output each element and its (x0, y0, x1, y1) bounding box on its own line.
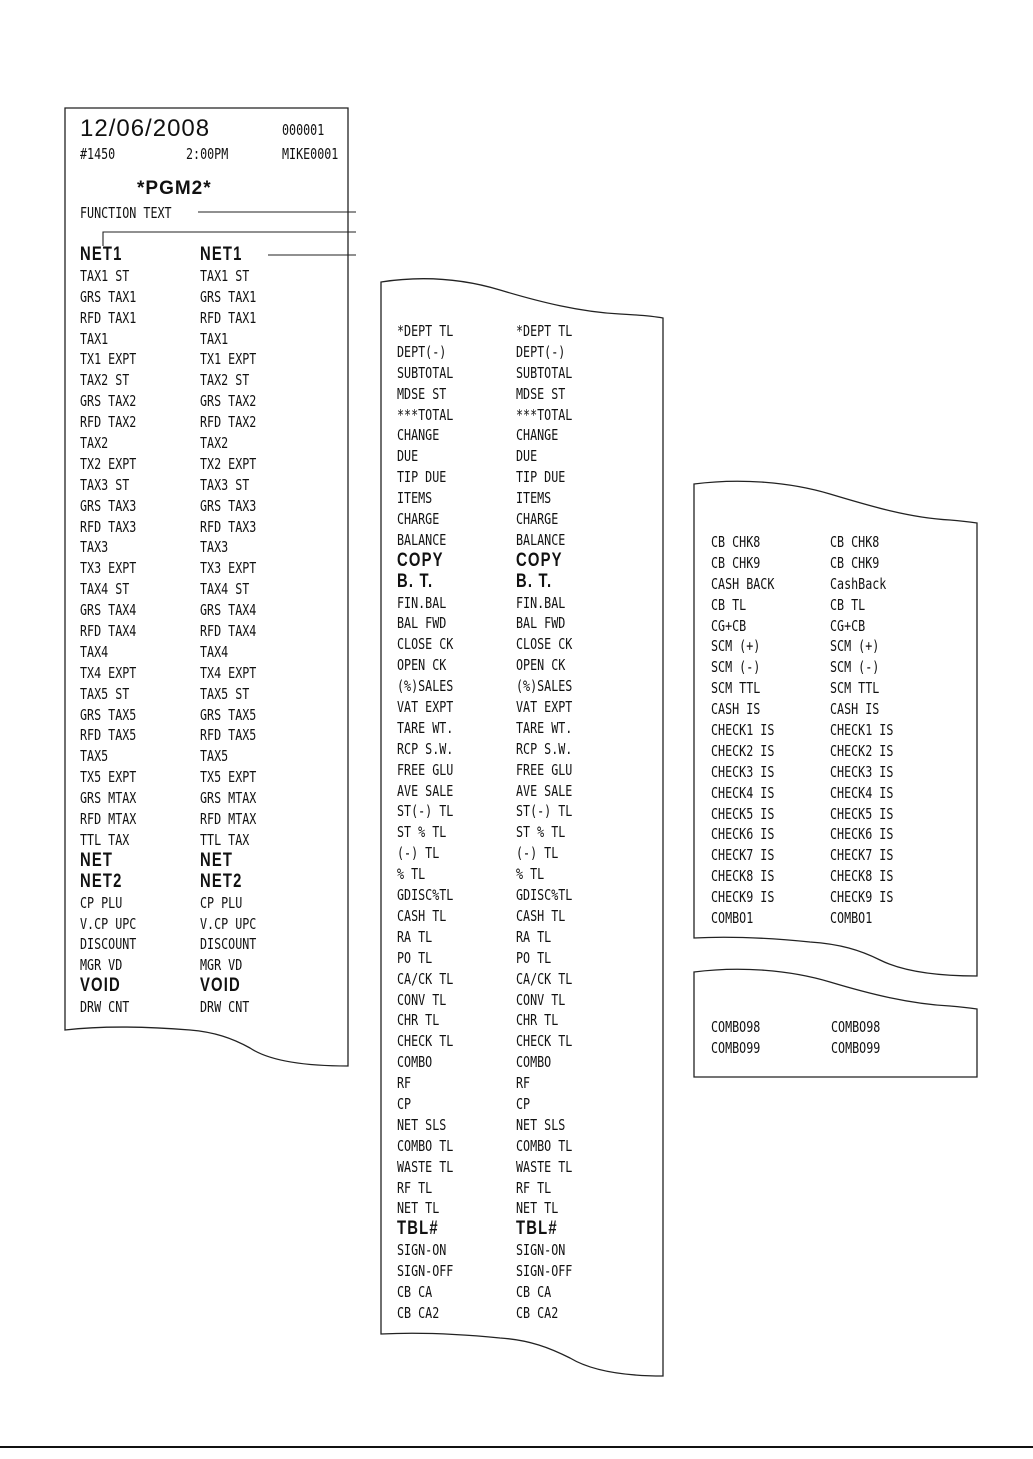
function-text-item: SCM (-) (711, 658, 761, 677)
function-text-item: CHARGE (516, 510, 559, 529)
function-text-item: NET1 (80, 244, 123, 265)
function-text-item: % TL (516, 865, 545, 884)
function-text-item: GRS TAX1 (200, 287, 257, 306)
function-text-item: TAX5 (80, 747, 109, 766)
function-text-item: OPEN CK (516, 656, 566, 675)
function-text-item: WASTE TL (516, 1157, 573, 1176)
function-text-item: RF TL (516, 1178, 552, 1197)
function-text-item: GRS MTAX (80, 789, 137, 808)
function-text-item: RFD TAX3 (200, 517, 257, 536)
function-text-item: RFD MTAX (80, 810, 137, 829)
function-text-item: BAL FWD (397, 614, 447, 633)
function-text-item: CHECK TL (516, 1032, 573, 1051)
function-text-item: DRW CNT (80, 998, 130, 1017)
function-text-item: GRS TAX3 (200, 496, 257, 515)
function-text-item: TAX4 (200, 642, 229, 661)
function-text-item: V.CP UPC (200, 914, 257, 933)
function-text-item: MGR VD (80, 956, 123, 975)
function-text-item: (%)SALES (397, 677, 454, 696)
function-text-item: AVE SALE (516, 781, 573, 800)
register-number: #1450 (80, 145, 116, 163)
function-text-item: % TL (397, 865, 426, 884)
function-text-item: COMBO99 (831, 1038, 881, 1057)
function-text-item: B. T. (397, 570, 434, 592)
function-text-item: COMBO1 (711, 909, 754, 928)
function-text-item: SCM (+) (830, 637, 880, 656)
function-text-item: MGR VD (200, 956, 243, 975)
function-text-item: VAT EXPT (516, 698, 573, 717)
function-text-item: CONV TL (397, 990, 447, 1009)
function-text-item: SIGN-OFF (397, 1262, 454, 1281)
function-text-item: CASH TL (397, 906, 447, 925)
function-text-item: CHECK8 IS (711, 867, 775, 886)
function-text-item: TBL# (397, 1218, 439, 1240)
function-text-item: COMBO TL (397, 1136, 454, 1155)
function-text-item: *DEPT TL (397, 322, 454, 340)
receipt-2-right-column (516, 321, 572, 1324)
function-text-item: PO TL (516, 948, 552, 967)
page-bottom-rule (0, 1446, 1033, 1448)
function-text-item: CHECK2 IS (830, 741, 894, 760)
function-text-item: (%)SALES (516, 677, 573, 696)
function-text-item: TX2 EXPT (200, 454, 257, 473)
function-text-item: TAX4 ST (200, 580, 250, 599)
function-text-item: SCM TTL (711, 679, 761, 698)
function-text-item: RCP S.W. (516, 739, 573, 758)
function-text-item: CHECK7 IS (711, 846, 775, 865)
function-text-item: TAX3 ST (80, 475, 130, 494)
function-text-item: CLOSE CK (397, 635, 454, 654)
function-text-item: DRW CNT (200, 998, 250, 1017)
function-text-item: RFD TAX2 (80, 413, 137, 432)
receipt-4-left-column (711, 1017, 760, 1059)
function-text-item: NET1 (200, 244, 243, 265)
function-text-item: NET SLS (397, 1115, 447, 1134)
function-text-item: CHECK9 IS (711, 888, 775, 907)
function-text-item: TAX4 ST (80, 580, 130, 599)
function-text-item: CASH IS (711, 700, 761, 719)
function-text-item: SIGN-ON (397, 1241, 447, 1260)
function-text-item: SUBTOTAL (397, 363, 454, 382)
function-text-item: (-) TL (516, 844, 559, 863)
clerk-code: MIKE0001 (282, 145, 339, 163)
function-text-item: CG+CB (711, 616, 747, 635)
function-text-item: CB CA2 (397, 1303, 440, 1322)
function-text-item: CB TL (711, 595, 747, 614)
function-text-item: VAT EXPT (397, 698, 454, 717)
function-text-item: VOID (80, 975, 121, 997)
function-text-item: RF (516, 1074, 531, 1093)
function-text-item: GRS TAX1 (80, 287, 137, 306)
function-text-item: TBL# (516, 1218, 558, 1240)
function-text-item: SIGN-OFF (516, 1262, 573, 1281)
function-text-item: CB TL (830, 595, 866, 614)
section-label: FUNCTION TEXT (80, 204, 172, 222)
function-text-item: CHECK3 IS (830, 762, 894, 781)
function-text-item: COPY (516, 549, 563, 571)
function-text-item: RFD TAX2 (200, 413, 257, 432)
function-text-item: NET SLS (516, 1115, 566, 1134)
function-text-item: TX3 EXPT (200, 559, 257, 578)
receipt-1-right-column (200, 245, 256, 1018)
function-text-item: CHECK8 IS (830, 867, 894, 886)
function-text-item: TX2 EXPT (80, 454, 137, 473)
function-text-item: PO TL (397, 948, 433, 967)
function-text-item: CLOSE CK (516, 635, 573, 654)
function-text-item: DUE (397, 447, 419, 466)
receipt-2-left-column (397, 321, 453, 1324)
function-text-item: TAX2 ST (80, 371, 130, 390)
function-text-item: BALANCE (397, 530, 447, 549)
function-text-item: CASH IS (830, 700, 880, 719)
function-text-item: CB CHK9 (830, 553, 880, 572)
function-text-item: TAX3 (200, 538, 229, 557)
function-text-item: TTL TAX (80, 830, 130, 849)
receipt-3-left-column (711, 532, 774, 929)
function-text-item: CP PLU (200, 893, 243, 912)
function-text-item: CHECK TL (397, 1032, 454, 1051)
function-text-item: GRS MTAX (200, 789, 257, 808)
function-text-item: CHECK4 IS (830, 783, 894, 802)
function-text-item: TAX2 (200, 434, 229, 453)
function-text-item: TAX1 (80, 329, 109, 348)
receipt-date: 12/06/2008 (80, 115, 211, 142)
function-text-item: CP PLU (80, 893, 123, 912)
function-text-item: TX1 EXPT (200, 350, 257, 369)
receipt-3-right-column (830, 532, 893, 929)
function-text-item: RFD TAX3 (80, 517, 137, 536)
function-text-item: TARE WT. (397, 718, 454, 737)
function-text-item: CG+CB (830, 616, 866, 635)
function-text-item: CB CHK8 (711, 533, 761, 551)
function-text-item: FIN.BAL (516, 593, 566, 612)
function-text-item: DISCOUNT (200, 935, 257, 954)
function-text-item: NET (200, 849, 234, 871)
function-text-item: TAX5 ST (80, 684, 130, 703)
function-text-item: COMBO (516, 1053, 552, 1072)
function-text-item: CA/CK TL (516, 969, 573, 988)
function-text-item: COMBO1 (830, 909, 873, 928)
function-text-item: CHECK1 IS (830, 721, 894, 740)
function-text-item: COMBO98 (711, 1018, 761, 1036)
function-text-item: RA TL (516, 927, 552, 946)
function-text-item: GRS TAX4 (80, 601, 137, 620)
function-text-item: COMBO98 (831, 1018, 881, 1036)
function-text-item: GRS TAX4 (200, 601, 257, 620)
function-text-item: ST(-) TL (397, 802, 454, 821)
function-text-item: ST % TL (397, 823, 447, 842)
function-text-item: VOID (200, 975, 241, 997)
function-text-item: FREE GLU (516, 760, 573, 779)
function-text-item: RFD TAX1 (80, 308, 137, 327)
receipt-4-right-column (831, 1017, 880, 1059)
function-text-item: GDISC%TL (397, 886, 454, 905)
function-text-item: DEPT(-) (397, 342, 447, 361)
function-text-item: NET2 (200, 870, 243, 892)
function-text-item: COMBO (397, 1053, 433, 1072)
function-text-item: ***TOTAL (516, 405, 573, 424)
function-text-item: TX1 EXPT (80, 350, 137, 369)
function-text-item: RF TL (397, 1178, 433, 1197)
function-text-item: RFD TAX4 (200, 622, 257, 641)
function-text-item: RFD MTAX (200, 810, 257, 829)
function-text-item: RFD TAX1 (200, 308, 257, 327)
function-text-item: CA/CK TL (397, 969, 454, 988)
function-text-item: CHECK9 IS (830, 888, 894, 907)
function-text-item: CHECK4 IS (711, 783, 775, 802)
function-text-item: TAX4 (80, 642, 109, 661)
function-text-item: FIN.BAL (397, 593, 447, 612)
function-text-item: TAX1 ST (200, 266, 250, 285)
function-text-item: CONV TL (516, 990, 566, 1009)
function-text-item: CB CA (516, 1282, 552, 1301)
function-text-item: RCP S.W. (397, 739, 454, 758)
function-text-item: CHR TL (397, 1011, 440, 1030)
function-text-item: TX4 EXPT (80, 663, 137, 682)
function-text-item: CP (516, 1094, 531, 1113)
function-text-item: TARE WT. (516, 718, 573, 737)
function-text-item: CHARGE (397, 510, 440, 529)
function-text-item: CHANGE (397, 426, 440, 445)
function-text-item: TAX3 (80, 538, 109, 557)
function-text-item: CB CA (397, 1282, 433, 1301)
function-text-item: FREE GLU (397, 760, 454, 779)
function-text-item: CHECK5 IS (711, 804, 775, 823)
function-text-item: (-) TL (397, 844, 440, 863)
function-text-item: GDISC%TL (516, 886, 573, 905)
function-text-item: NET2 (80, 870, 123, 892)
function-text-item: WASTE TL (397, 1157, 454, 1176)
function-text-item: RF (397, 1074, 412, 1093)
function-text-item: TAX2 ST (200, 371, 250, 390)
function-text-item: DISCOUNT (80, 935, 137, 954)
function-text-item: TIP DUE (516, 468, 566, 487)
function-text-item: TAX1 ST (80, 266, 130, 285)
function-text-item: CHECK2 IS (711, 741, 775, 760)
function-text-item: TX4 EXPT (200, 663, 257, 682)
function-text-item: TAX5 (200, 747, 229, 766)
function-text-item: GRS TAX3 (80, 496, 137, 515)
function-text-item: GRS TAX5 (80, 705, 137, 724)
function-text-item: CHECK1 IS (711, 721, 775, 740)
function-text-item: CHECK6 IS (711, 825, 775, 844)
function-text-item: ***TOTAL (397, 405, 454, 424)
function-text-item: ST(-) TL (516, 802, 573, 821)
function-text-item: BAL FWD (516, 614, 566, 633)
function-text-item: RFD TAX5 (200, 726, 257, 745)
function-text-item: SCM (+) (711, 637, 761, 656)
function-text-item: MDSE ST (516, 384, 566, 403)
receipt-time: 2:00PM (186, 145, 229, 163)
function-text-item: BALANCE (516, 530, 566, 549)
function-text-item: *DEPT TL (516, 322, 573, 340)
function-text-item: CHECK6 IS (830, 825, 894, 844)
function-text-item: ITEMS (397, 489, 433, 508)
function-text-item: COMBO99 (711, 1038, 761, 1057)
function-text-item: GRS TAX2 (200, 392, 257, 411)
function-text-item: TAX5 ST (200, 684, 250, 703)
function-text-item: DEPT(-) (516, 342, 566, 361)
function-text-item: COPY (397, 549, 444, 571)
function-text-item: V.CP UPC (80, 914, 137, 933)
function-text-item: TIP DUE (397, 468, 447, 487)
function-text-item: CHECK5 IS (830, 804, 894, 823)
function-text-item: ITEMS (516, 489, 552, 508)
function-text-item: TAX3 ST (200, 475, 250, 494)
function-text-item: ST % TL (516, 823, 566, 842)
function-text-item: CB CA2 (516, 1303, 559, 1322)
function-text-item: TX5 EXPT (80, 768, 137, 787)
function-text-item: GRS TAX5 (200, 705, 257, 724)
function-text-item: TTL TAX (200, 830, 250, 849)
function-text-item: B. T. (516, 570, 553, 592)
function-text-item: OPEN CK (397, 656, 447, 675)
function-text-item: NET TL (516, 1199, 559, 1218)
consecutive-number: 000001 (282, 121, 325, 139)
function-text-item: SCM (-) (830, 658, 880, 677)
function-text-item: GRS TAX2 (80, 392, 137, 411)
function-text-item: NET TL (397, 1199, 440, 1218)
function-text-item: RFD TAX5 (80, 726, 137, 745)
function-text-item: COMBO TL (516, 1136, 573, 1155)
function-text-item: CP (397, 1094, 412, 1113)
function-text-item: DUE (516, 447, 538, 466)
function-text-item: SIGN-ON (516, 1241, 566, 1260)
function-text-item: CHECK7 IS (830, 846, 894, 865)
function-text-item: CB CHK8 (830, 533, 880, 551)
function-text-item: CHR TL (516, 1011, 559, 1030)
function-text-item: CHECK3 IS (711, 762, 775, 781)
function-text-item: AVE SALE (397, 781, 454, 800)
function-text-item: NET (80, 849, 114, 871)
receipt-1-left-column (80, 245, 136, 1018)
function-text-item: TX5 EXPT (200, 768, 257, 787)
mode-title: *PGM2* (137, 178, 212, 199)
function-text-item: CASH BACK (711, 574, 775, 593)
function-text-item: TX3 EXPT (80, 559, 137, 578)
function-text-item: RFD TAX4 (80, 622, 137, 641)
function-text-item: TAX2 (80, 434, 109, 453)
function-text-item: CB CHK9 (711, 553, 761, 572)
function-text-item: RA TL (397, 927, 433, 946)
function-text-item: TAX1 (200, 329, 229, 348)
function-text-item: CHANGE (516, 426, 559, 445)
function-text-item: CashBack (830, 574, 887, 593)
function-text-item: SCM TTL (830, 679, 880, 698)
function-text-item: MDSE ST (397, 384, 447, 403)
function-text-item: CASH TL (516, 906, 566, 925)
function-text-item: SUBTOTAL (516, 363, 573, 382)
